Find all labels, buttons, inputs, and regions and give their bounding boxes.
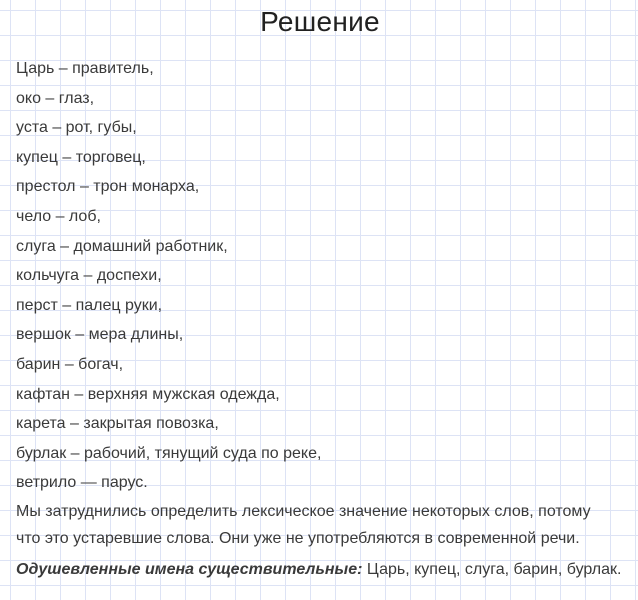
page-title: Решение <box>260 6 380 37</box>
explanation-line-1: Мы затруднились определить лексическое значение некоторых слов, потому <box>16 502 591 520</box>
definition-line: слуга – домашний работник, <box>16 237 228 255</box>
animate-nouns-label: Одушевленные имена существительные: <box>16 560 363 578</box>
definition-line: перст – палец руки, <box>16 296 163 314</box>
definition-line: Царь – правитель, <box>16 60 154 77</box>
definition-line: кафтан – верхняя мужская одежда, <box>16 385 280 403</box>
definition-line: око – глаз, <box>16 89 95 107</box>
definition-line: кольчуга – доспехи, <box>16 267 162 285</box>
definition-line: бурлак – рабочий, тянущий суда по реке, <box>16 444 322 462</box>
animate-nouns-value: Царь, купец, слуга, барин, бурлак. <box>362 560 622 578</box>
definition-line: уста – рот, губы, <box>16 119 137 137</box>
definition-line: барин – богач, <box>16 355 124 373</box>
definitions-list <box>16 54 624 498</box>
definition-line: карета – закрытая повозка, <box>16 415 219 433</box>
definition-line: престол – трон монарха, <box>16 178 200 196</box>
definition-line: купец – торговец, <box>16 148 146 166</box>
explanation-line-2: что это устаревшие слова. Они уже не употребляются в современной речи. <box>16 530 580 548</box>
definition-line: ветрило — парус. <box>16 474 148 492</box>
definition-line: вершок – мера длины, <box>16 326 184 344</box>
animate-nouns-line <box>16 556 624 583</box>
definition-line: чело – лоб, <box>16 207 101 225</box>
explanation-paragraph <box>16 498 624 553</box>
